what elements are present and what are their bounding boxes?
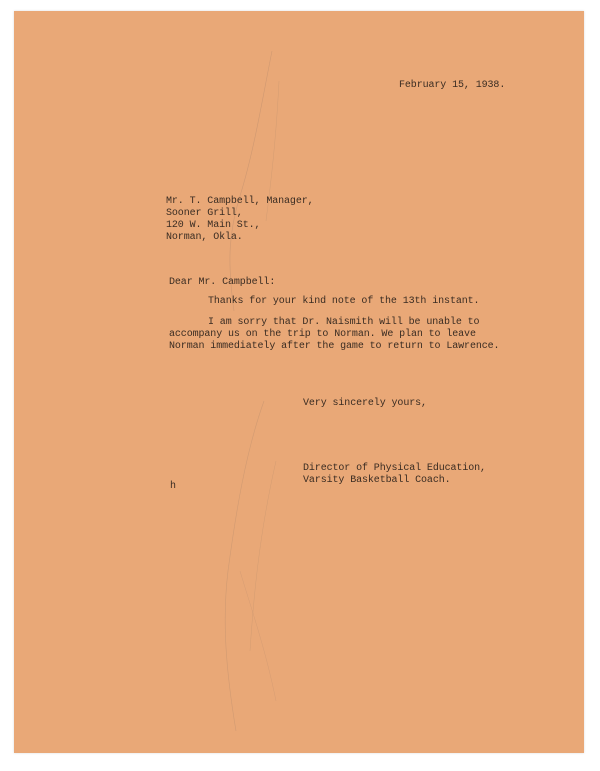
paper-crease-marks [14,11,584,753]
signature-title-1: Director of Physical Education, [303,463,486,474]
letter-date: February 15, 1938. [399,80,506,91]
recipient-line-2: Sooner Grill, [166,208,243,219]
closing: Very sincerely yours, [303,398,427,409]
typist-initials: h [170,481,176,492]
recipient-line-4: Norman, Okla. [166,232,243,243]
recipient-line-1: Mr. T. Campbell, Manager, [166,196,314,207]
salutation: Dear Mr. Campbell: [169,277,276,288]
letter-page [14,11,584,753]
paragraph-2-line-1: I am sorry that Dr. Naismith will be unable to [208,317,480,328]
paragraph-2-line-3: Norman immediately after the game to return to Lawrence. [169,341,500,352]
recipient-line-3: 120 W. Main St., [166,220,261,231]
paragraph-1: Thanks for your kind note of the 13th instant. [208,296,480,307]
signature-title-2: Varsity Basketball Coach. [303,475,451,486]
paragraph-2-line-2: accompany us on the trip to Norman. We plan to leave [169,329,476,340]
